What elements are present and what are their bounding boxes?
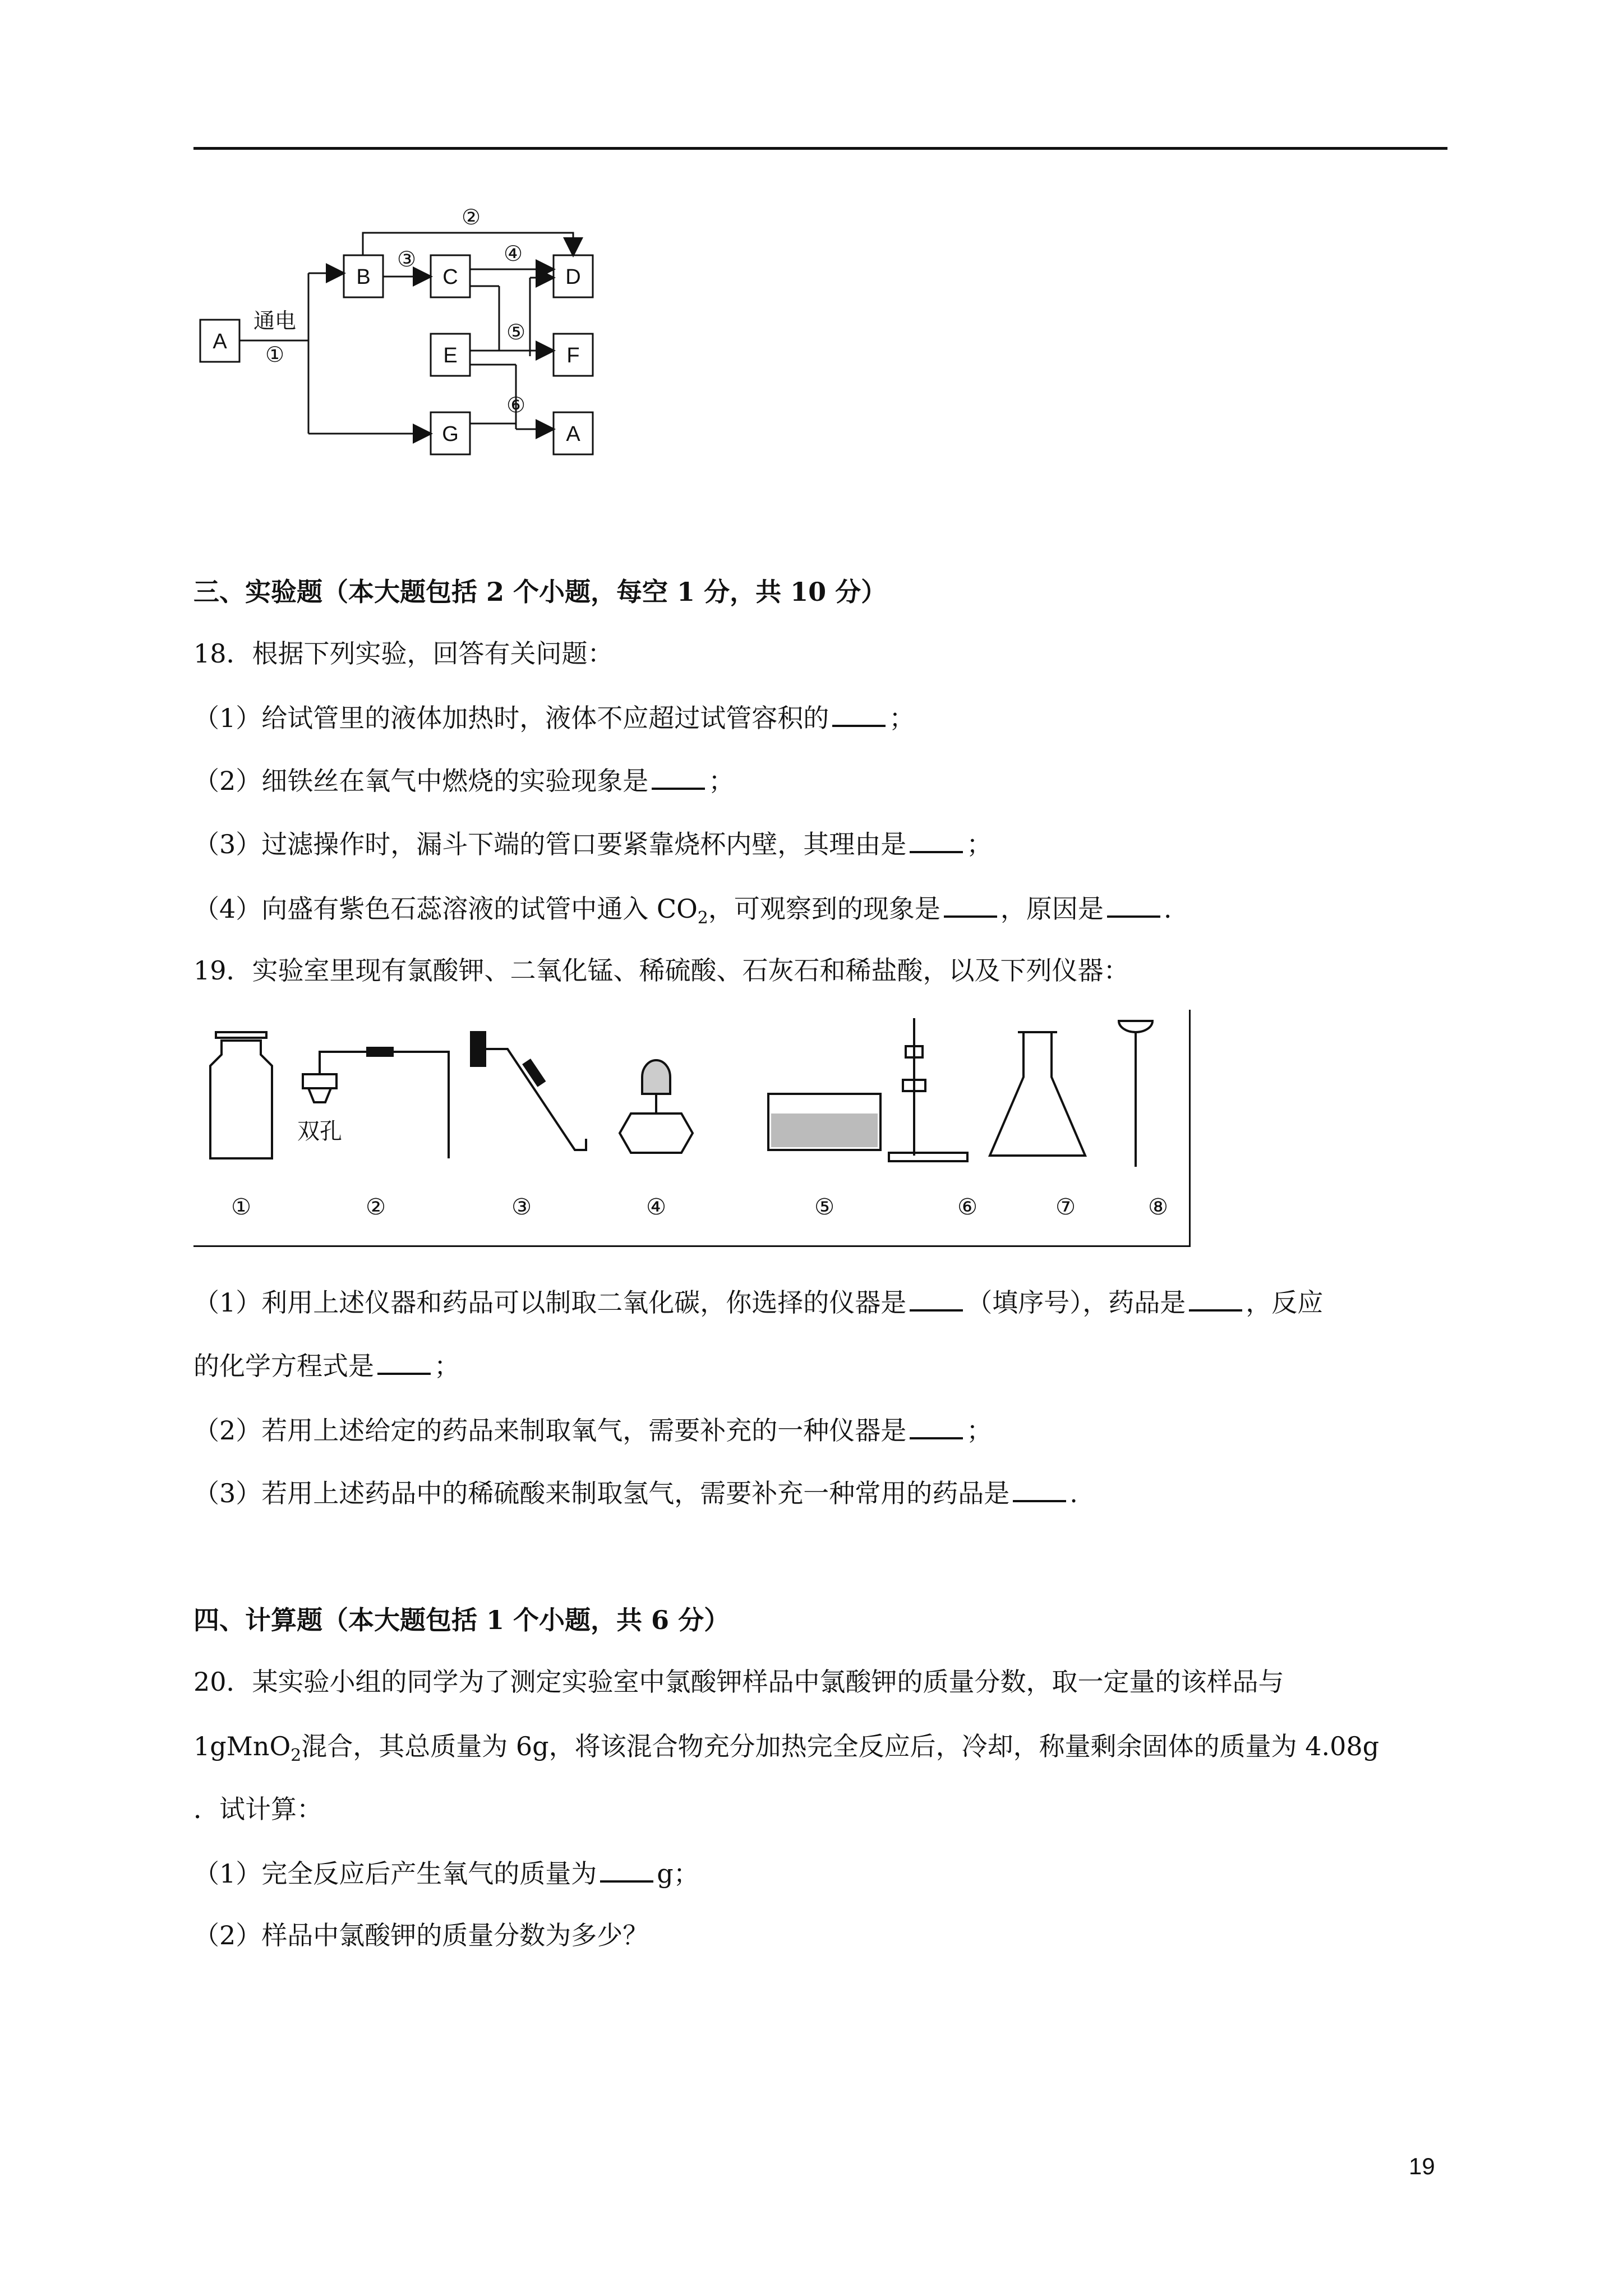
page-number: 19 [1409, 2153, 1435, 2179]
answer-blank [1013, 1475, 1066, 1502]
q19-part2: （2）若用上述给定的药品来制取氧气，需要补充的一种仪器是 ； [193, 1412, 992, 1447]
reaction-flow-diagram [193, 194, 611, 460]
q20-part1: （1）完全反应后产生氧气的质量为 g； [193, 1856, 699, 1890]
label-r2: ② [461, 205, 481, 229]
q18-stem: 18．根据下列实验，回答有关问题： [193, 638, 614, 669]
q20-line2: 1gMnO$_2$混合，其总质量为 6g，将该混合物充分加热完全反应后，冷却，称量剩余固体的质量为 4.08g [193, 1731, 1380, 1766]
svg-text:A: A [213, 330, 227, 353]
q20-line3: ．试计算： [193, 1794, 322, 1824]
answer-blank [600, 1856, 653, 1883]
q20-part2: （2）样品中氯酸钾的质量分数为多少？ [193, 1920, 649, 1950]
q19-part1-cont: 的化学方程式是 ； [193, 1348, 460, 1383]
section4-heading: 四、计算题（本大题包括 1 个小题，共 6 分） [193, 1605, 730, 1635]
q19-part3: （3）若用上述药品中的稀硫酸来制取氢气，需要补充一种常用的药品是 . [193, 1475, 1078, 1510]
label-r1: ① [265, 342, 285, 367]
svg-text:B: B [356, 265, 371, 289]
label-electrolysis: 通电 [253, 309, 297, 333]
q18-part4: （4）向盛有紫色石蕊溶液的试管中通入 $CO_2$，可观察到的现象是 ，原因是 . [193, 891, 1172, 935]
svg-text:F: F [566, 344, 580, 367]
answer-blank [652, 763, 705, 790]
answer-blank [377, 1348, 431, 1375]
apparatus-label-5: ⑤ [814, 1194, 834, 1220]
apparatus-label-7: ⑦ [1055, 1194, 1076, 1220]
q18-part1: （1）给试管里的液体加热时，液体不应超过试管容积的 ； [193, 700, 915, 735]
header-rule [193, 147, 1447, 150]
apparatus-label-4: ④ [646, 1194, 666, 1220]
svg-text:C: C [442, 265, 458, 289]
answer-blank [910, 1285, 963, 1312]
apparatus-label-6: ⑥ [957, 1194, 978, 1220]
label-r5: ⑤ [506, 320, 526, 344]
q18-part3: （3）过滤操作时，漏斗下端的管口要紧靠烧杯内壁，其理由是 ； [193, 826, 992, 861]
apparatus-figure [193, 1010, 1191, 1247]
svg-text:E: E [443, 344, 458, 367]
svg-text:D: D [565, 265, 581, 289]
apparatus-label-2: ② [366, 1194, 386, 1220]
q18-part2: （2）细铁丝在氧气中燃烧的实验现象是 ； [193, 763, 734, 798]
svg-text:G: G [442, 422, 459, 446]
answer-blank [1189, 1285, 1242, 1312]
q19-part1: （1）利用上述仪器和药品可以制取二氧化碳，你选择的仪器是 （填序号），药品是 ，反应 [193, 1285, 1323, 1319]
answer-blank [910, 826, 963, 853]
label-r4: ④ [503, 241, 523, 266]
apparatus-note-double-hole: 双孔 [297, 1119, 342, 1144]
q20-line1: 20．某实验小组的同学为了测定实验室中氯酸钾样品中氯酸钾的质量分数，取一定量的该样品与 [193, 1667, 1284, 1697]
svg-text:A: A [566, 422, 580, 446]
section3-heading: 三、实验题（本大题包括 2 个小题，每空 1 分，共 10 分） [193, 577, 887, 607]
answer-blank [832, 700, 886, 727]
q19-stem: 19．实验室里现有氯酸钾、二氧化锰、稀硫酸、石灰石和稀盐酸，以及下列仪器： [193, 955, 1129, 986]
apparatus-label-8: ⑧ [1148, 1194, 1168, 1220]
label-r6: ⑥ [506, 393, 526, 417]
apparatus-label-3: ③ [511, 1194, 532, 1220]
apparatus-label-1: ① [231, 1194, 251, 1220]
answer-blank [1107, 891, 1160, 918]
label-r3: ③ [396, 247, 417, 272]
answer-blank [944, 891, 997, 918]
answer-blank [910, 1412, 963, 1439]
